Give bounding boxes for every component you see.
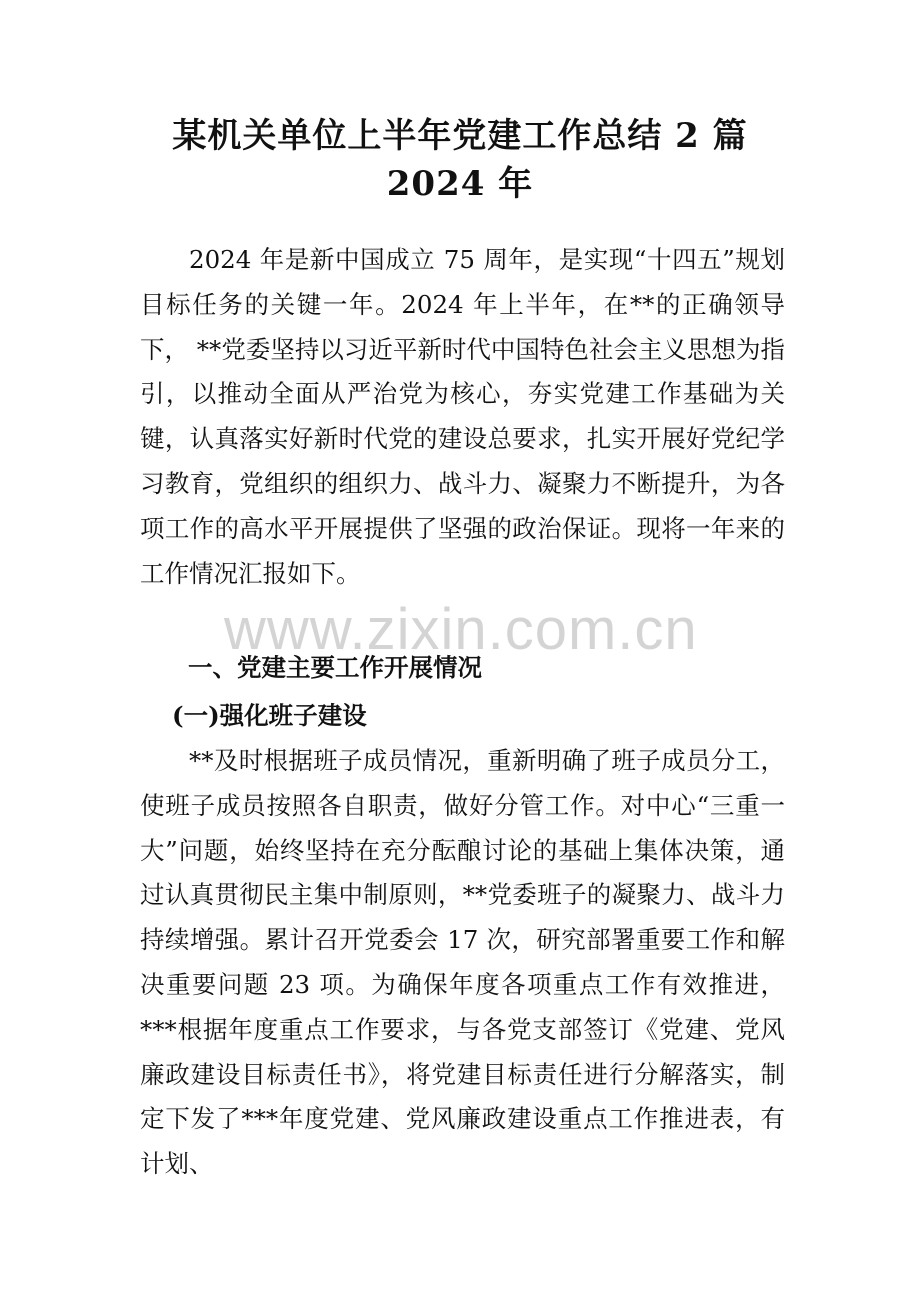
section-heading: 一、党建主要工作开展情况 <box>188 653 482 682</box>
subsection-heading: (一)强化班子建设 <box>172 701 367 730</box>
document-title: 某机关单位上半年党建工作总结 2 篇 2024 年 <box>172 116 748 204</box>
body-paragraph: **及时根据班子成员情况，重新明确了班子成员分工，使班子成员按照各自职责，做好分管工作。对中心“三重一大”问题，始终坚持在充分酝酿讨论的基础上集体决策，通过认真贯彻民主集中制原则，**党委班子的凝聚力、战斗力持续增强。累计召开党委会 17 次，研究部署重要工作和解决重要问题 23 项。为确保年度各项重点工作有效推进，***根据年度重点工作要求，与各党支部签订《党建、党风廉政建设目标责任书》，将党建目标责任进行分解落实，制定下发了***年度党建、党风廉政建设重点工作推进表，有计划、 <box>140 746 785 1179</box>
watermark: www.zixin.com.cn <box>224 597 698 662</box>
intro-paragraph: 2024 年是新中国成立 75 周年，是实现“十四五”规划目标任务的关键一年。2024 年上半年，在**的正确领导下， **党委坚持以习近平新时代中国特色社会主义思想为指引，以推动全面从严治党为核心，夯实党建工作基础为关键，认真落实好新时代党的建设总要求，扎实开展好党纪学习教育，党组织的组织力、战斗力、凝聚力不断提升，为各项工作的高水平开展提供了坚强的政治保证。现将一年来的工作情况汇报如下。 <box>140 245 785 588</box>
